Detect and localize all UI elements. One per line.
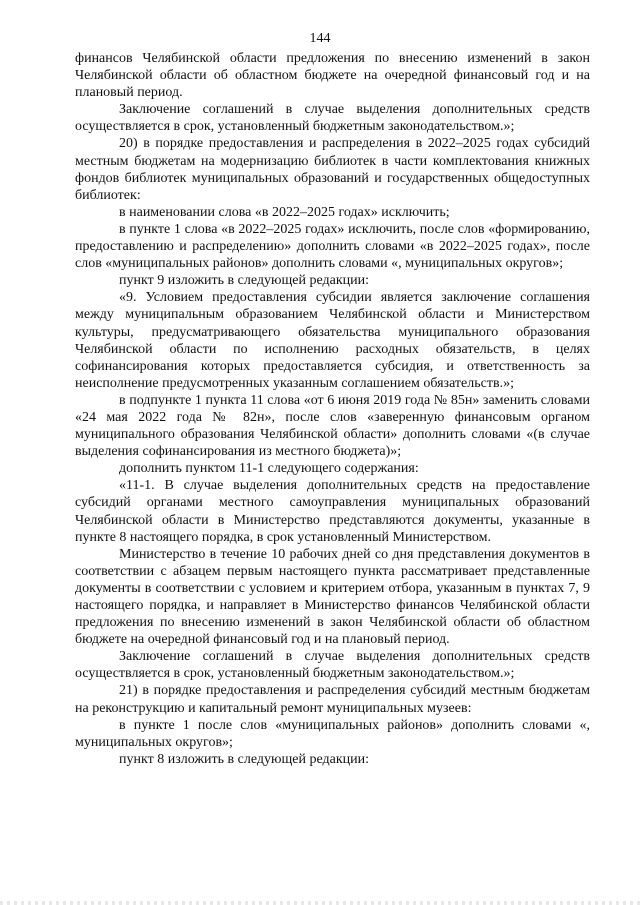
paragraph: Министерство в течение 10 рабочих дней со дня представления документов в соответствии с абзацем первым настоящего пункта рассматривает представленные документы в соответствии с условием и критерием отбора, указанным в пунктах 7, 9 настоящего порядка, и направляет в Министерство финансов Челябинской области предложения по внесению изменений в закон Челябинской области об областном бюджете на очередной финансовый год и на плановый период. [75, 546, 590, 648]
paragraph: «9. Условием предоставления субсидии является заключение соглашения между муниципальным образованием Челябинской области и Министерством культуры, предусматривающего обязательства муниципального образования Челябинской области по исполнению расходных обязательств, в целях софинансирования которых предоставляется субсидия, и ответственность за неисполнение предусмотренных указанным соглашением обязательств.»; [75, 290, 590, 391]
page-number: 144 [309, 31, 331, 46]
paragraph: в пункте 1 после слов «муниципальных районов» дополнить словами «, муниципальных округов»; [75, 717, 590, 750]
paragraph: финансов Челябинской области предложения по внесению изменений в закон Челябинской области об областном бюджете на очередной финансовый год и на плановый период. [75, 51, 590, 101]
paragraph: Заключение соглашений в случае выделения дополнительных средств осуществляется в срок, установленный бюджетным законодательством.»; [75, 102, 590, 135]
paragraph: 20) в порядке предоставления и распределения в 2022–2025 годах субсидий местным бюджетам на модернизацию библиотек в части комплектования книжных фондов библиотек муниципальных образований и государственных общедоступных библиотек: [75, 136, 590, 203]
paragraph: в подпункте 1 пункта 11 слова «от 6 июня 2019 года № 85н» заменить словами «24 мая 2022 года № 82н», после слов «заверенную финансовым органом муниципального образования Челябинской области» дополнить словами «(в случае выделения софинансирования из местного бюджета)»; [75, 392, 590, 460]
scan-edge-artifact [0, 901, 640, 905]
paragraph: «11-1. В случае выделения дополнительных средств на предоставление субсидий органами местного самоуправления муниципальных образований Челябинской области в Министерство представляются документы, указанные в пункте 8 настоящего порядка, в срок установленный Министерством. [75, 478, 590, 545]
paragraph: 21) в порядке предоставления и распределения субсидий местным бюджетам на реконструкцию и капитальный ремонт муниципальных музеев: [75, 683, 590, 716]
paragraph: Заключение соглашений в случае выделения дополнительных средств осуществляется в срок, установленный бюджетным законодательством.»; [75, 649, 590, 682]
paragraph: в пункте 1 слова «в 2022–2025 годах» исключить, после слов «формированию, предоставлению и распределению» дополнить словами «в 2022–2025 годах», после слов «муниципальных районов» дополнить словами «, муниципальных округов»; [75, 221, 590, 272]
document-body [75, 50, 590, 768]
paragraph: в наименовании слова «в 2022–2025 годах» исключить; [119, 204, 450, 220]
paragraph: пункт 9 изложить в следующей редакции: [119, 273, 369, 289]
paragraph: пункт 8 изложить в следующей редакции: [119, 751, 369, 767]
paragraph: дополнить пунктом 11-1 следующего содержания: [119, 461, 419, 477]
